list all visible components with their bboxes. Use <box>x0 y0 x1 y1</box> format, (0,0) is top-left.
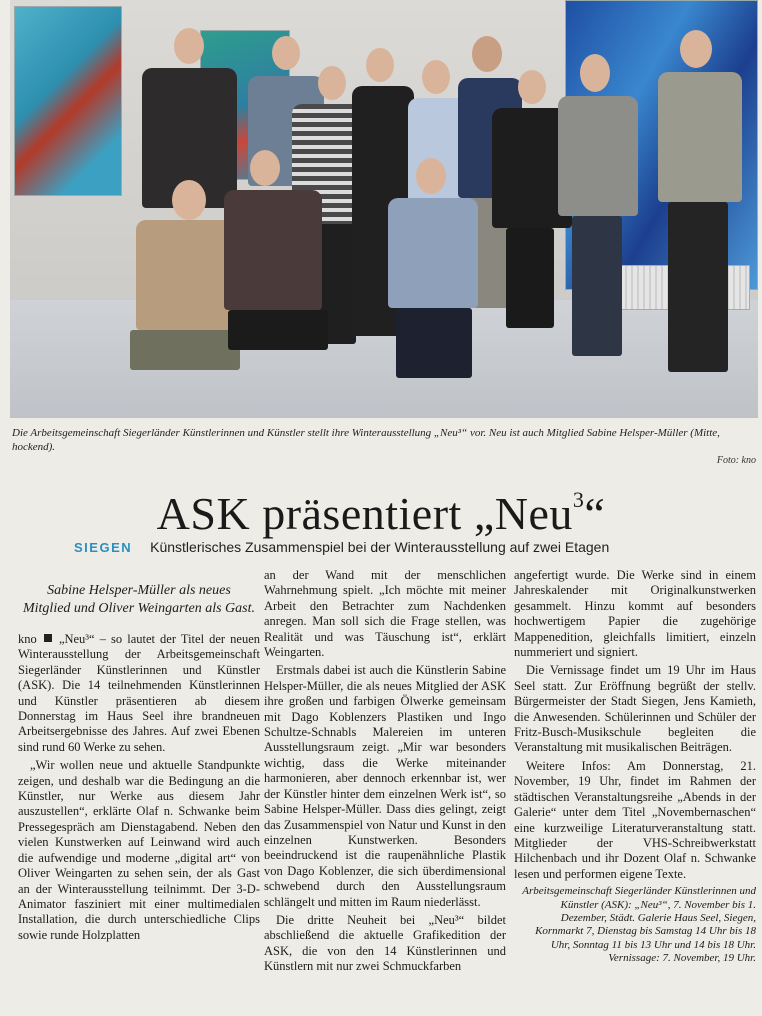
group-photo <box>10 0 758 418</box>
paragraph: „Wir wollen neue und aktuelle Standpunkte zeigen, und deshalb war die Bedingung an die Künstler, nur Werke aus diesem Jahr auszustellen“, erklärte Olaf n. Schwanke beim Pressegespräch am Dienstagabend. Neben den vielen Kunstwerken auf Leinwand wird auch die aufwendige und moderne „digital art“ von Oliver Weingarten zu sehen sein, der als Gast an der Winterausstellung teilnimmt. Der 3-D-Animator fasziniert mit einer multimedialen Installation, die durch unterschiedliche Clips sowie runde Holzplatten <box>18 758 260 942</box>
paragraph: angefertigt wurde. Die Werke sind in einem Jahreskalender mit Originalkunstwerken gesammelt. Hinzu kommt auf besonders hochwertigem Papier die zugehörige Mappenedition, gleichfalls limitiert, einzeln nummeriert und signiert. <box>514 568 756 660</box>
square-bullet-icon <box>44 634 52 642</box>
headline-end: “ <box>584 488 606 539</box>
location-label: SIEGEN <box>74 539 133 555</box>
subtitle: Künstlerisches Zusammenspiel bei der Winterausstellung auf zwei Etagen <box>150 539 610 555</box>
event-infobox: Arbeitsgemeinschaft Siegerländer Künstlerinnen und Künstler (ASK): „Neu³“, 7. November bis 1. Dezember, Städt. Galerie Haus Seel, Siegen, Kornmarkt 7, Dienstag bis Samstag 14 Uhr bis 18 Uhr, Sonntag 11 bis 13 Uhr und 14 bis 18 Uhr. Vernissage: 7. November, 19 Uhr. <box>522 885 756 965</box>
paragraph: Die Vernissage findet um 19 Uhr im Haus Seel statt. Zur Eröffnung begrüßt der stellv. Bürgermeister der Stadt Siegen, Jens Kamieth, die Anwesenden. Schülerinnen und Schüler der Fritz-Busch-Musikschule begleiten die Veranstaltung mit musikalischen Beiträgen. <box>514 663 756 755</box>
photo-credit: Foto: kno <box>716 455 756 466</box>
paragraph: Erstmals dabei ist auch die Künstlerin Sabine Helsper-Müller, die als neues Mitglied der ASK ihre großen und farbigen Ölwerke gemeinsam mit Dago Koblenzers Plastiken und Ingo Schultze-Schnabls Malereien im unteren Ausstellungsraum zeigt. „Mir war besonders wichtig, dass die Werke miteinander harmonieren, aber dennoch erkennbar ist, wer der Künstler hinter dem einzelnen Werk ist“, so Sabine Helsper-Müller. Dass dies gelingt, zeigt das Zusammenspiel von Natur und Kunst in den einzelnen Kunstwerken. Besonders beeindruckend ist die raupenähnliche Plastik von Dago Koblenzer, die sich überdimensional schwebend durch den Ausstellungsraum schlängelt und mitten im Raum niederlässt. <box>264 663 506 909</box>
author-tag: kno <box>18 632 37 646</box>
painting-left <box>14 6 122 196</box>
paragraph: Weitere Infos: Am Donnerstag, 21. November, 19 Uhr, findet im Rahmen der städtischen Veranstaltungsreihe „Abends in der Galerie“ unter dem Titel „Novembernaschen“ eine kurzweilige Literaturveranstaltung statt. Mitglieder der VHS-Schreibwerkstatt Hilchenbach und ihr Dozent Olaf n. Schwanke lesen und performen eigene Texte. <box>514 758 756 881</box>
paragraph <box>18 632 260 755</box>
subheadline-row <box>74 537 609 557</box>
paragraph-text: „Neu³“ – so lautet der Titel der neuen Winterausstellung der Arbeitsgemeinschaft Siegerländer Künstlerinnen und Künstler (ASK). Die 14 teilnehmenden Künstlerinnen und Künstler präsentieren ab diesem Donnerstag im Haus Seel ihre brandneuen Arbeitsergebnisse des Jahres. Auf zwei Ebenen sind rund 60 Werke zu sehen. <box>18 632 261 754</box>
article-column-3 <box>514 568 756 966</box>
headline-main: ASK präsentiert „Neu <box>156 488 573 539</box>
article-column-1 <box>18 568 260 946</box>
headline-superscript: 3 <box>572 487 585 512</box>
paragraph: an der Wand mit der menschlichen Wahrnehmung spielt. „Ich möchte mit meiner Arbeit den Betrachter zum Nachdenken anregen. Man soll sich die Frage stellen, was Realität und was Täuschung ist“, erklärt Weingarten. <box>264 568 506 660</box>
paragraph: Die dritte Neuheit bei „Neu³“ bildet abschließend die aktuelle Grafikedition der ASK, die von den 14 Künstlerinnen und Künstlern mit nur zwei Schmuckfarben <box>264 912 506 974</box>
article-column-2 <box>264 568 506 978</box>
photo-caption: Die Arbeitsgemeinschaft Siegerländer Künstlerinnen und Künstler stellt ihre Winterausstellung „Neu³“ vor. Neu ist auch Mitglied Sabine Helsper-Müller (Mitte, hockend). <box>12 427 720 453</box>
teaser: Sabine Helsper-Müller als neues Mitglied und Oliver Weingarten als Gast. <box>22 583 256 616</box>
headline <box>0 472 762 542</box>
